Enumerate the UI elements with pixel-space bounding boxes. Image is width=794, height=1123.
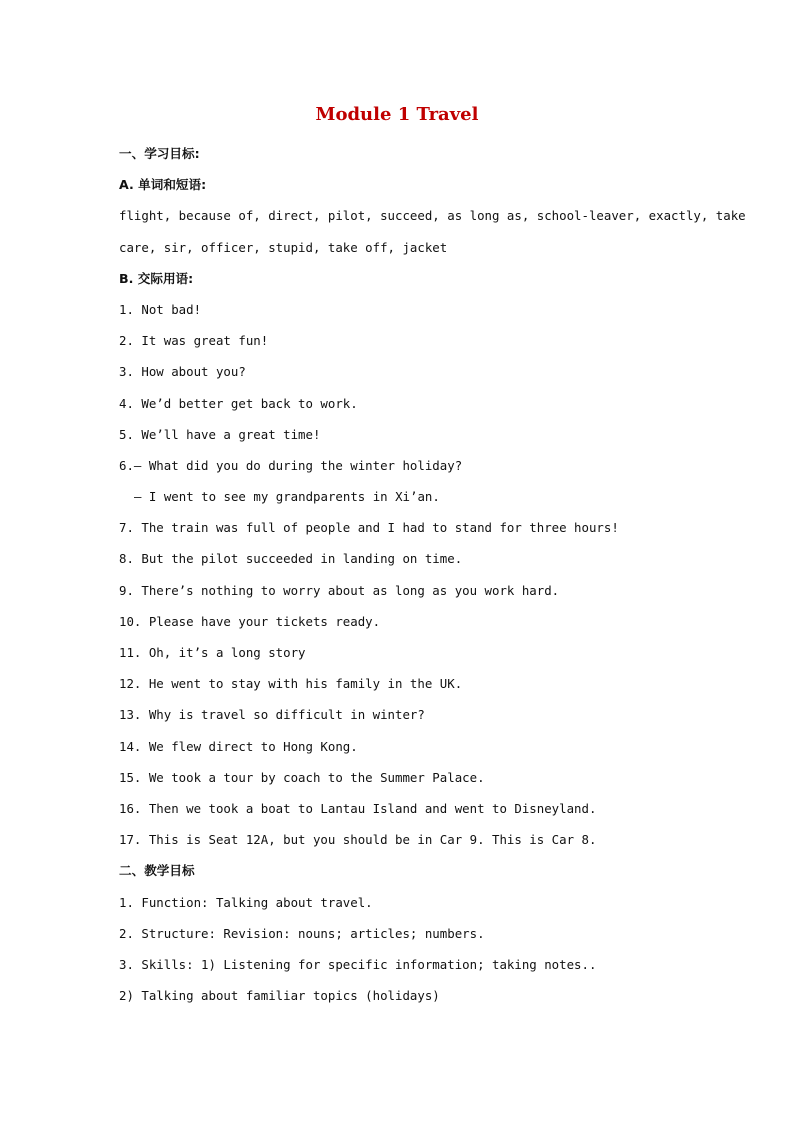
phrase-item: 4. We’d better get back to work. [119, 395, 358, 411]
document-body [119, 144, 746, 1017]
phrase-item: 3. How about you? [119, 364, 246, 380]
phrase-item: 11. Oh, it’s a long story [119, 645, 306, 660]
phrase-item: 12. He went to stay with his family in the UK. [119, 676, 463, 692]
phrase-item: 8. But the pilot succeeded in landing on time. [119, 551, 463, 567]
phrase-item: 7. The train was full of people and I had to stand for three hours! [119, 520, 619, 536]
phrase-item: 2. It was great fun! [119, 333, 269, 349]
section-heading-teaching-goals: 二、教学目标 [119, 863, 195, 879]
teaching-goal-item: 2) Talking about familiar topics (holidays) [119, 988, 440, 1004]
phrase-item-reply: — I went to see my grandparents in Xi’an. [134, 489, 440, 505]
phrase-item: 14. We flew direct to Hong Kong. [119, 738, 358, 754]
section-heading-learning-goals: 一、学习目标: [119, 146, 200, 161]
phrase-item: 6.— What did you do during the winter holiday? [119, 457, 463, 473]
vocabulary-line: flight, because of, direct, pilot, succeed, as long as, school-leaver, exactly, take [119, 208, 746, 224]
subheading-phrases: B. 交际用语: [119, 270, 194, 286]
phrase-item: 17. This is Seat 12A, but you should be in Car 9. This is Car 8. [119, 832, 597, 848]
phrase-item: 16. Then we took a boat to Lantau Island and went to Disneyland. [119, 800, 597, 816]
vocabulary-line: care, sir, officer, stupid, take off, jacket [119, 239, 448, 255]
teaching-goal-item: 1. Function: Talking about travel. [119, 894, 373, 910]
phrase-item: 10. Please have your tickets ready. [119, 613, 381, 629]
phrase-item: 15. We took a tour by coach to the Summer Palace. [119, 769, 485, 785]
phrase-item: 1. Not bad! [119, 301, 202, 317]
teaching-goal-item: 2. Structure: Revision: nouns; articles; numbers. [119, 925, 485, 941]
phrase-item: 5. We’ll have a great time! [119, 426, 321, 442]
phrase-item: 9. There’s nothing to worry about as long as you work hard. [119, 582, 560, 598]
page-title: Module 1 Travel [315, 104, 479, 125]
teaching-goal-item: 3. Skills: 1) Listening for specific information; taking notes.. [119, 956, 597, 972]
phrase-item: 13. Why is travel so difficult in winter? [119, 707, 425, 723]
subheading-vocabulary: A. 单词和短语: [119, 177, 207, 193]
